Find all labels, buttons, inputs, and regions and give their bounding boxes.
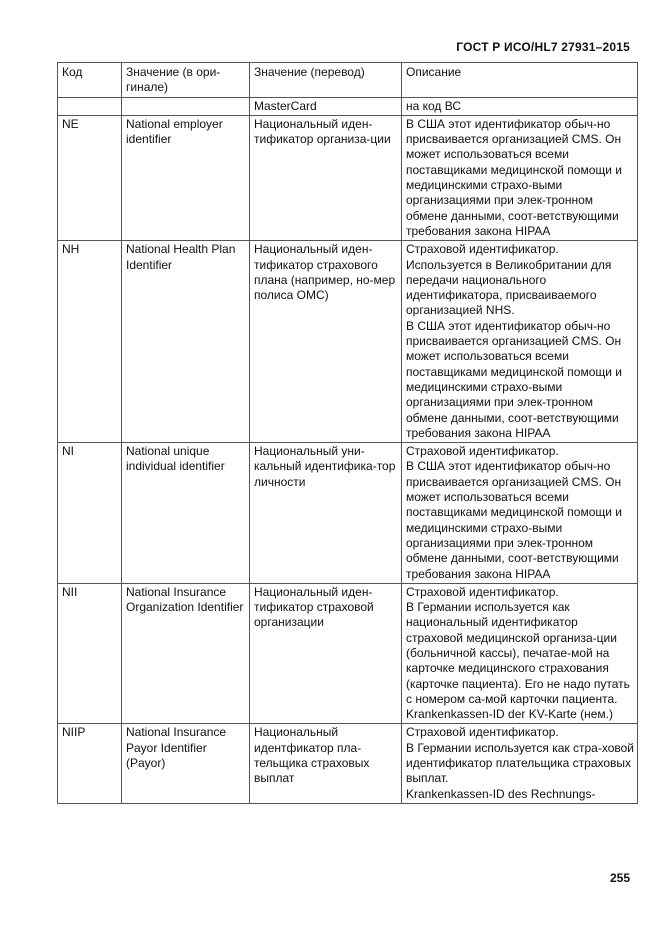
cell-original: National Health Plan Identifier [122, 241, 250, 443]
cell-translation: Национальный иден-тификатор организа-ции [250, 115, 402, 240]
column-header-description: Описание [402, 63, 638, 98]
description-paragraph: В США этот идентификатор обыч-но присваивается организацией CMS. Он может использоваться всеми поставщиками медицинской помощи и медицинскими страхо-выми организациями при элек-тронном обмене данными, соот-ветствующими требования закона HIPAA [406, 116, 623, 238]
description-paragraph: Страховой идентификатор. [406, 444, 559, 459]
page-number: 255 [609, 871, 630, 885]
cell-translation: Национальный иден-тификатор страхового плана (например, но-мер полиса ОМС) [250, 241, 402, 443]
table-header-row [58, 63, 638, 98]
description-paragraph: В Германии используется как стра-ховой идентификатор плательщика страховых выплат. [406, 740, 635, 786]
cell-description [402, 115, 638, 240]
description-paragraph: на код ВС [406, 98, 462, 113]
cell-description [402, 97, 638, 115]
cell-original: National Insurance Organization Identifier [122, 583, 250, 724]
column-header-original: Значение (в ори-гинале) [122, 63, 250, 98]
cell-translation: Национальный идентфикатор пла-тельщика страховых выплат [250, 724, 402, 803]
cell-code: NII [58, 583, 122, 724]
description-paragraph: Страховой идентификатор. [406, 725, 559, 740]
table-row-continued [58, 97, 638, 115]
column-header-code: Код [58, 63, 122, 98]
cell-description [402, 583, 638, 724]
cell-code: NH [58, 241, 122, 443]
cell-translation: Национальный уни-кальный идентифика-тор личности [250, 443, 402, 584]
description-paragraph: Krankenkassen-ID der KV-Karte (нем.) [406, 707, 613, 722]
cell-original: National unique individual identifier [122, 443, 250, 584]
cell-original [122, 97, 250, 115]
table-row [58, 241, 638, 443]
description-paragraph: В Германии используется как национальный идентификатор страховой медицинской организа-ции (больничной кассы), печатае-мой на карточке медицинского страхования (карточке пациента). Его не надо путать с номером са-мой карточки пациента. [406, 600, 630, 706]
cell-original: National Insurance Payor Identifier (Payor) [122, 724, 250, 803]
cell-code [58, 97, 122, 115]
cell-code: NIIP [58, 724, 122, 803]
description-paragraph: Krankenkassen-ID des Rechnungs- [406, 786, 596, 801]
description-paragraph: В США этот идентификатор обыч-но присваивается организацией CMS. Он может использоваться всеми поставщиками медицинской помощи и медицинскими страхо-выми организациями при элек-тронном обмене данными, соот-ветствующими требования закона HIPAA [406, 459, 623, 581]
cell-translation: MasterCard [250, 97, 402, 115]
cell-code: NI [58, 443, 122, 584]
cell-description [402, 443, 638, 584]
table-row [58, 443, 638, 584]
cell-code: NE [58, 115, 122, 240]
codes-table [57, 62, 638, 804]
cell-description [402, 241, 638, 443]
cell-original: National employer identifier [122, 115, 250, 240]
description-paragraph: Используется в Великобритании для передачи национального идентификатора, присваиваемого организацией NHS. [406, 257, 612, 318]
table-row [58, 115, 638, 240]
table-row [58, 724, 638, 803]
table-row [58, 583, 638, 724]
description-paragraph: Страховой идентификатор. [406, 242, 559, 257]
description-paragraph: В США этот идентификатор обыч-но присваивается организацией CMS. Он может использоваться всеми поставщиками медицинской помощи и медицинскими страхо-выми организациями при элек-тронном обмене данными, соот-ветствующими требования закона HIPAA [406, 318, 623, 440]
cell-translation: Национальный иден-тификатор страховой организации [250, 583, 402, 724]
cell-description [402, 724, 638, 803]
column-header-translation: Значение (перевод) [250, 63, 402, 98]
document-header-code: ГОСТ Р ИСО/HL7 27931–2015 [456, 40, 630, 54]
description-paragraph: Страховой идентификатор. [406, 584, 559, 599]
